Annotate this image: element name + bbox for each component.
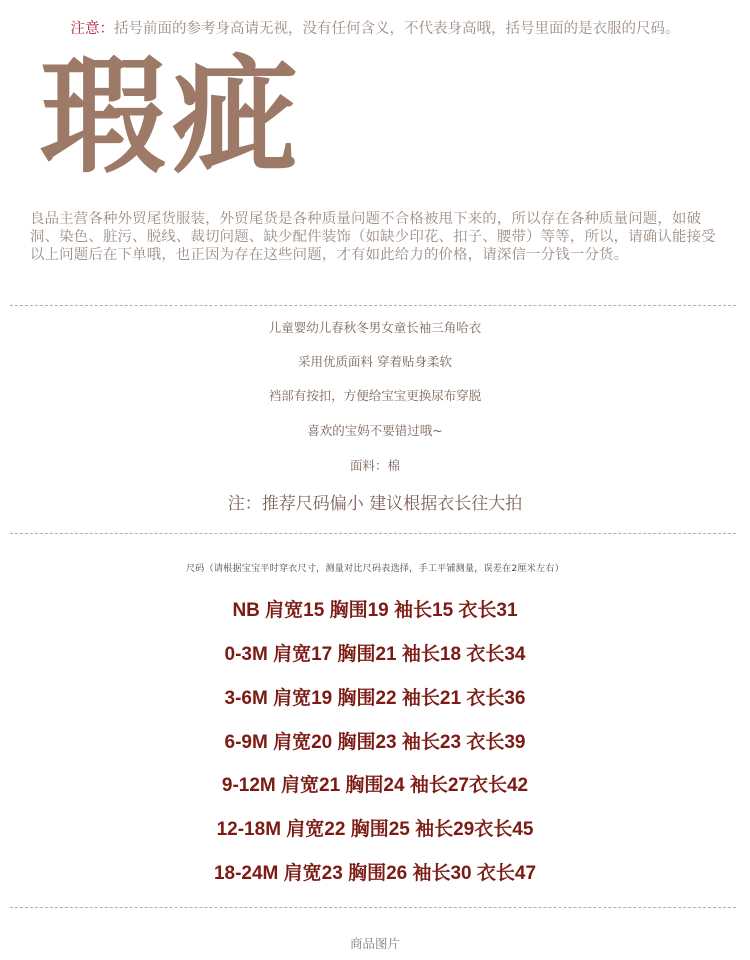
- divider: [10, 907, 736, 908]
- size-row: 6-9M 肩宽20 胸围23 袖长23 衣长39: [224, 732, 526, 753]
- notice-text: 括号前面的参考身高请无视，没有任何含义，不代表身高哦，括号里面的是衣服的尺码。: [114, 21, 680, 37]
- product-images-label: 商品图片: [349, 936, 400, 951]
- product-line: 采用优质面料 穿着贴身柔软: [298, 354, 452, 369]
- size-row: 0-3M 肩宽17 胸围21 袖长18 衣长34: [224, 644, 526, 665]
- hero-title: 瑕疵: [40, 42, 304, 190]
- notice-label: 注意：: [70, 21, 114, 37]
- divider: [10, 305, 736, 306]
- size-chart-note: 尺码（请根据宝宝平时穿衣尺寸，测量对比尺码表选择，手工平铺测量，误差在2厘米左右）: [185, 564, 565, 574]
- product-line: 儿童婴幼儿春秋冬男女童长袖三角哈衣: [268, 320, 482, 335]
- product-line: 面料：棉: [349, 458, 400, 473]
- size-row: 3-6M 肩宽19 胸围22 袖长21 衣长36: [224, 688, 526, 709]
- disclaimer-paragraph: 良品主营各种外贸尾货服装，外贸尾货是各种质量问题不合格被甩下来的，所以存在各种质量问题，如破洞、染色、脏污、脱线、裁切问题、缺少配件装饰（如缺少印花、扣子、腰带）等等，所以，请确认能接受以上问题后在下单哦，也正因为存在这些问题，才有如此给力的价格，请深信一分钱一分货。: [30, 211, 716, 263]
- size-tip: 注：推荐尺码偏小 建议根据衣长往大拍: [227, 494, 523, 514]
- size-row: 18-24M 肩宽23 胸围26 袖长30 衣长47: [213, 863, 537, 884]
- product-line: 喜欢的宝妈不要错过哦~: [307, 423, 443, 438]
- product-line: 裆部有按扣，方便给宝宝更换尿布穿脱: [268, 388, 482, 403]
- size-row: 9-12M 肩宽21 胸围24 袖长27衣长42: [221, 775, 529, 796]
- size-row: NB 肩宽15 胸围19 袖长15 衣长31: [232, 600, 518, 621]
- divider: [10, 533, 736, 534]
- notice-line: [0, 17, 750, 38]
- size-row: 12-18M 肩宽22 胸围25 袖长29衣长45: [216, 819, 534, 840]
